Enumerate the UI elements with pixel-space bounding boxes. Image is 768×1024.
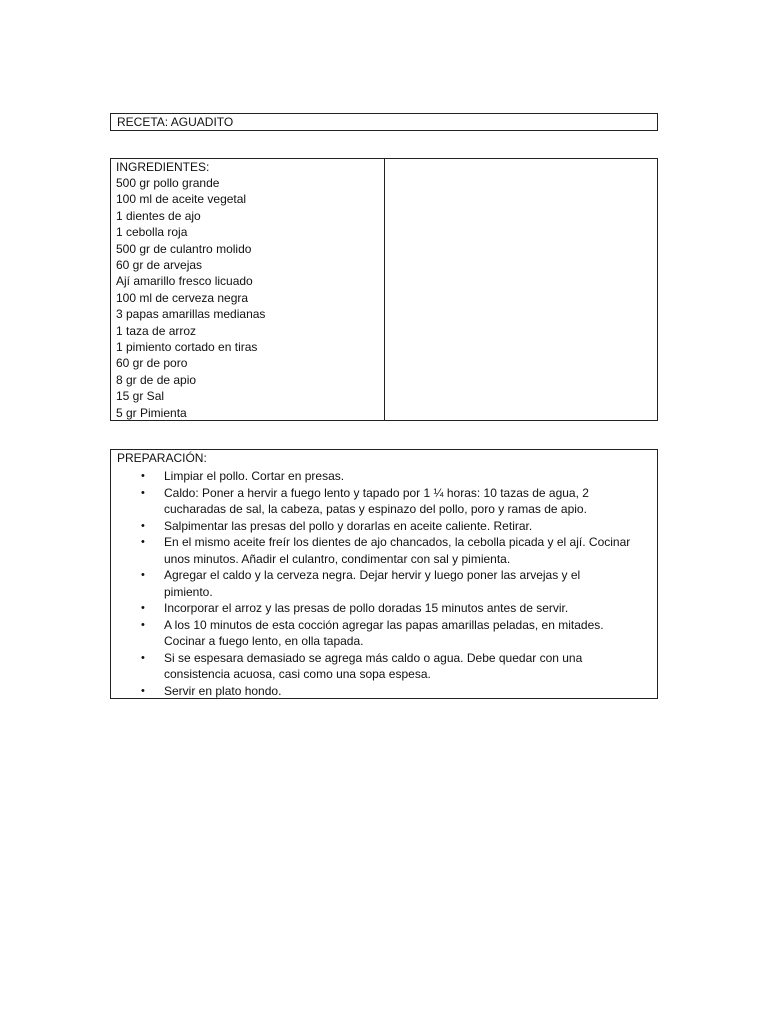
ingredient-item: 1 cebolla roja bbox=[116, 225, 188, 240]
recipe-title: RECETA: AGUADITO bbox=[117, 115, 234, 129]
step-text: Salpimentar las presas del pollo y dorarlas en aceite caliente. Retirar. bbox=[164, 518, 533, 533]
ingredients-cell bbox=[111, 159, 385, 420]
preparation-step bbox=[117, 567, 651, 600]
ingredient-item: 3 papas amarillas medianas bbox=[116, 307, 266, 322]
ingredients-table bbox=[110, 158, 658, 421]
ingredient-item: 1 dientes de ajo bbox=[116, 208, 201, 223]
ingredient-item: 1 taza de arroz bbox=[116, 323, 197, 338]
ingredients-heading: INGREDIENTES: bbox=[116, 160, 210, 174]
ingredient-item: 60 gr de poro bbox=[116, 356, 188, 371]
preparation-step bbox=[117, 683, 651, 700]
ingredient-item: 1 pimiento cortado en tiras bbox=[116, 340, 258, 355]
bullet-icon: • bbox=[141, 486, 145, 499]
bullet-icon: • bbox=[141, 470, 145, 482]
step-text: En el mismo aceite freír los dientes de ajo chancados, la cebolla picada y el ají. Cocinar unos minutos. Añadir el culantro, condimentar con sal y pimienta. bbox=[164, 535, 631, 566]
bullet-icon: • bbox=[141, 519, 145, 532]
bullet-icon: • bbox=[141, 536, 145, 548]
preparation-step bbox=[117, 650, 651, 683]
ingredient-item: 5 gr Pimienta bbox=[116, 405, 187, 420]
preparation-box bbox=[110, 449, 658, 699]
step-text: Limpiar el pollo. Cortar en presas. bbox=[164, 469, 345, 483]
ingredient-item: Ají amarillo fresco licuado bbox=[116, 274, 253, 289]
ingredient-item: 100 ml de aceite vegetal bbox=[116, 192, 247, 207]
step-text: Agregar el caldo y la cerveza negra. Dejar hervir y luego poner las arvejas y el pimiento. bbox=[164, 568, 581, 599]
ingredient-item: 500 gr pollo grande bbox=[116, 176, 220, 190]
preparation-step bbox=[117, 518, 651, 535]
preparation-step bbox=[117, 485, 651, 518]
step-text: Incorporar el arroz y las presas de pollo doradas 15 minutos antes de servir. bbox=[164, 601, 569, 615]
step-text: Servir en plato hondo. bbox=[164, 683, 282, 698]
preparation-heading: PREPARACIÓN: bbox=[117, 451, 207, 465]
bullet-icon: • bbox=[141, 602, 145, 614]
recipe-title-box bbox=[110, 113, 658, 131]
bullet-icon: • bbox=[141, 569, 145, 581]
step-text: A los 10 minutos de esta cocción agregar las papas amarillas peladas, en mitades. Cocinar a fuego lento, en olla tapada. bbox=[164, 617, 604, 648]
preparation-steps-list bbox=[117, 468, 651, 699]
preparation-step bbox=[117, 617, 651, 650]
empty-table-cell bbox=[385, 159, 657, 420]
bullet-icon: • bbox=[141, 651, 145, 664]
bullet-icon: • bbox=[141, 618, 145, 631]
ingredient-item: 500 gr de culantro molido bbox=[116, 241, 252, 256]
step-text: Si se espesara demasiado se agrega más caldo o agua. Debe quedar con una consistencia acuosa, casi como una sopa espesa. bbox=[164, 650, 583, 681]
preparation-step bbox=[117, 468, 651, 485]
ingredient-item: 8 gr de de apio bbox=[116, 372, 197, 387]
preparation-step bbox=[117, 600, 651, 617]
bullet-icon: • bbox=[141, 684, 145, 697]
ingredient-item: 60 gr de arvejas bbox=[116, 258, 203, 273]
preparation-step bbox=[117, 534, 651, 567]
ingredient-item: 15 gr Sal bbox=[116, 389, 165, 404]
ingredient-item: 100 ml de cerveza negra bbox=[116, 290, 249, 305]
step-text: Caldo: Poner a hervir a fuego lento y tapado por 1 ¼ horas: 10 tazas de agua, 2 cucharadas de sal, la cabeza, patas y espinazo del pollo, poro y ramas de apio. bbox=[164, 485, 589, 516]
